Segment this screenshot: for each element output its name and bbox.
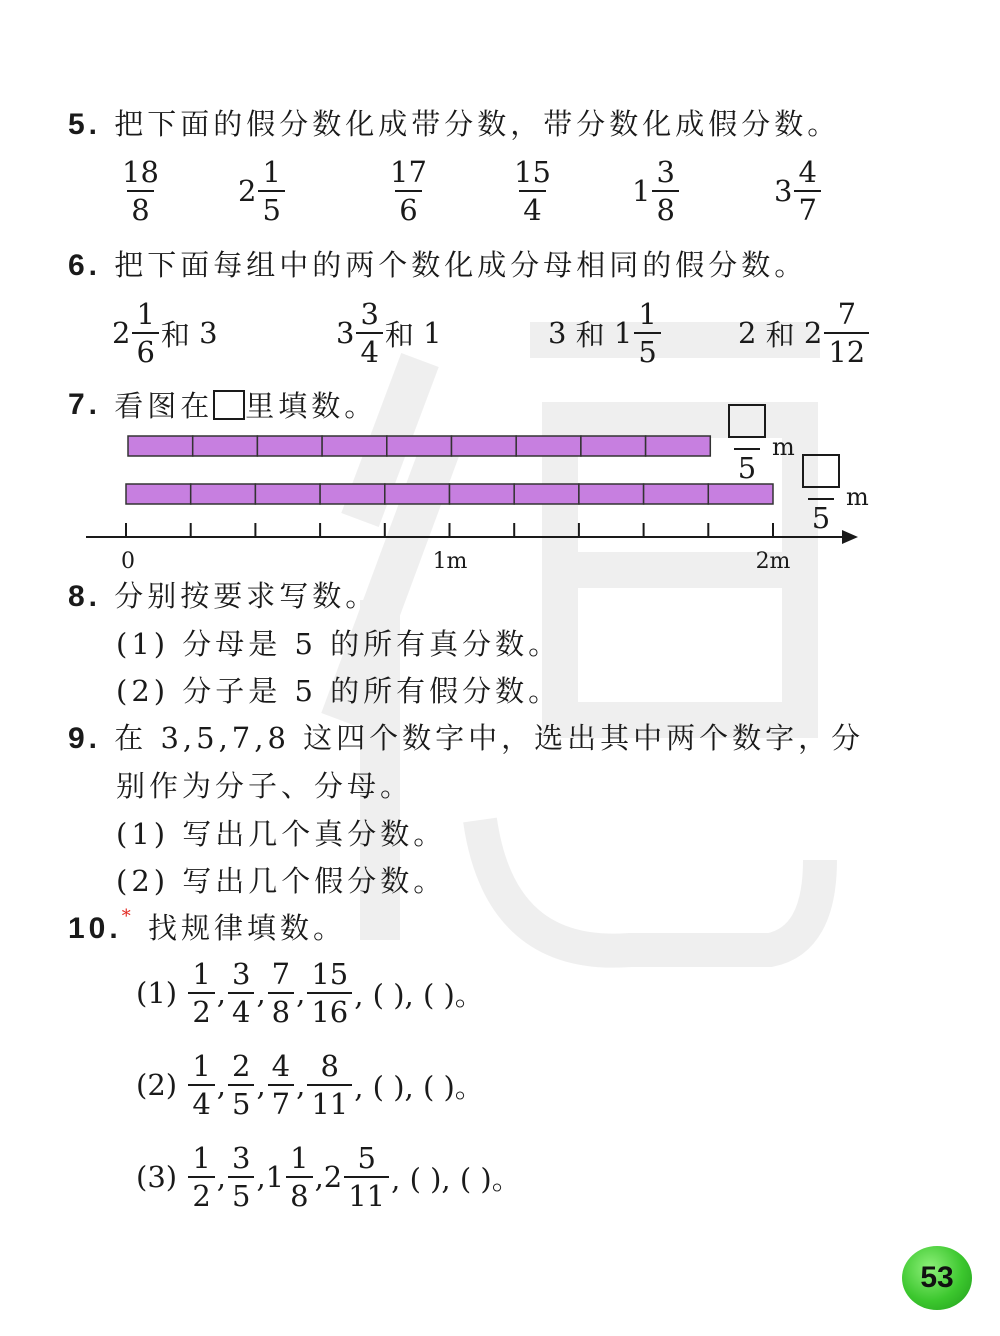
bar-segment xyxy=(579,484,644,504)
mixed-whole: 1 xyxy=(613,316,633,350)
answer-box[interactable] xyxy=(728,404,766,438)
bar-segment xyxy=(193,436,258,456)
q7-title-after: 里填数。 xyxy=(245,389,378,423)
numerator: 3 xyxy=(231,957,251,991)
page-number: 53 xyxy=(920,1261,954,1294)
q7-heading xyxy=(68,384,377,425)
q8-sub-2: (2) 分子是 5 的所有假分数。 xyxy=(116,674,562,708)
numerator: 4 xyxy=(271,1049,291,1083)
mixed-whole: 2 xyxy=(323,1160,343,1194)
mixed-whole: 2 xyxy=(803,316,823,350)
bar-2 xyxy=(126,484,773,504)
q7-answer-1 xyxy=(722,404,795,486)
numerator: 1 xyxy=(638,297,657,331)
q6-heading xyxy=(68,243,807,284)
numerator: 4 xyxy=(798,155,817,189)
row-label: (2) xyxy=(136,1068,178,1102)
numerator: 15 xyxy=(311,957,349,991)
q6-number: 6. xyxy=(68,249,102,282)
fraction xyxy=(386,154,431,228)
fraction xyxy=(228,956,254,1030)
answer-box[interactable] xyxy=(802,454,840,488)
bar-segment xyxy=(322,436,387,456)
bar-segment xyxy=(450,484,515,504)
q6-pair-3 xyxy=(548,296,663,370)
mixed-whole: 1 xyxy=(632,174,651,208)
q9-line-1: 在 3,5,7,8 这四个数字中，选出其中两个数字，分 xyxy=(114,721,865,755)
denominator: 16 xyxy=(307,992,352,1030)
fraction xyxy=(634,296,660,370)
denominator: 5 xyxy=(228,1084,254,1122)
q6-pair-1 xyxy=(112,296,218,370)
bar-segment xyxy=(514,484,579,504)
q5-item xyxy=(774,154,823,228)
denominator: 4 xyxy=(356,332,382,370)
q9-number: 9. xyxy=(68,722,102,755)
numerator: 1 xyxy=(136,297,155,331)
unit-label: m xyxy=(846,483,869,511)
bar-segment xyxy=(257,436,322,456)
fraction xyxy=(356,296,382,370)
star-mark: * xyxy=(121,906,135,927)
fraction xyxy=(118,154,163,228)
q9-sub-1: (1) 写出几个真分数。 xyxy=(116,817,447,851)
numerator: 17 xyxy=(390,155,427,189)
fraction xyxy=(228,1048,254,1122)
fraction xyxy=(228,1140,254,1214)
row-label: (1) xyxy=(136,976,178,1010)
q5-item xyxy=(116,154,165,228)
mixed-whole: 3 xyxy=(774,174,793,208)
denominator: 5 xyxy=(258,190,284,228)
numerator: 3 xyxy=(231,1141,251,1175)
q10-row xyxy=(136,956,484,1030)
denominator: 12 xyxy=(824,332,869,370)
q10-title: 找规律填数。 xyxy=(147,911,346,945)
numerator: 1 xyxy=(192,957,211,991)
q6-pair-2 xyxy=(336,296,442,370)
q5-item xyxy=(508,154,557,228)
q10-number: 10. xyxy=(68,912,122,945)
bar-1 xyxy=(128,436,710,456)
bar-segment xyxy=(387,436,452,456)
comma: , xyxy=(216,1160,226,1194)
comma: , xyxy=(216,976,226,1010)
denominator: 2 xyxy=(188,1176,214,1214)
q5-title: 把下面的假分数化成带分数，带分数化成假分数。 xyxy=(114,107,841,141)
fraction xyxy=(188,956,214,1030)
axis-label: 0 xyxy=(121,549,135,574)
denominator: 11 xyxy=(344,1176,389,1214)
q8-number: 8. xyxy=(68,580,102,613)
fraction xyxy=(794,154,820,228)
denominator: 7 xyxy=(794,190,820,228)
bar-segment xyxy=(191,484,256,504)
fraction xyxy=(268,1048,294,1122)
q5-item xyxy=(632,154,681,228)
fraction xyxy=(824,296,869,370)
bar-segment xyxy=(452,436,517,456)
and-word: 和 xyxy=(160,317,190,352)
q7-number: 7. xyxy=(68,387,102,421)
numerator: 3 xyxy=(360,297,379,331)
answer-blanks[interactable]: , ( ), ( )。 xyxy=(391,1161,521,1196)
q5-number: 5. xyxy=(68,108,102,141)
comma: , xyxy=(296,1068,306,1102)
fraction xyxy=(268,956,294,1030)
fraction xyxy=(652,154,678,228)
whole-number: 2 xyxy=(738,316,757,350)
bar-segment xyxy=(644,484,709,504)
q6-title: 把下面每组中的两个数化成分母相同的假分数。 xyxy=(114,248,808,282)
comma: , xyxy=(256,976,266,1010)
bar-segment xyxy=(255,484,320,504)
numerator: 7 xyxy=(271,957,291,991)
q7-title-before: 看图在 xyxy=(114,389,214,423)
bar-segment xyxy=(708,484,773,504)
bar-segment xyxy=(516,436,581,456)
q9-line-2: 别作为分子、分母。 xyxy=(116,769,414,803)
answer-box[interactable] xyxy=(213,390,245,420)
whole-number: 3 xyxy=(199,316,218,350)
numerator: 2 xyxy=(231,1049,251,1083)
denominator: 5 xyxy=(228,1176,254,1214)
numerator: 7 xyxy=(837,297,857,331)
fraction xyxy=(307,1048,352,1122)
bar-segment xyxy=(581,436,646,456)
comma: , xyxy=(256,1068,266,1102)
q7-answer-2 xyxy=(796,454,869,536)
fraction xyxy=(307,956,352,1030)
whole-number: 3 xyxy=(548,316,567,350)
denominator: 8 xyxy=(268,992,294,1030)
comma: , xyxy=(314,1160,324,1194)
fraction xyxy=(132,296,158,370)
mixed-whole: 1 xyxy=(265,1160,285,1194)
q5-item xyxy=(384,154,433,228)
q10-heading xyxy=(68,906,346,947)
bar-segment xyxy=(646,436,711,456)
denominator: 8 xyxy=(127,190,153,228)
q8-sub-1: (1) 分母是 5 的所有真分数。 xyxy=(116,627,562,661)
numerator: 15 xyxy=(514,155,551,189)
denominator: 8 xyxy=(652,190,678,228)
numerator: 5 xyxy=(357,1141,376,1175)
numerator: 18 xyxy=(122,155,159,189)
comma: , xyxy=(216,1068,226,1102)
denominator: 4 xyxy=(188,1084,214,1122)
denominator: 11 xyxy=(307,1084,352,1122)
axis-label: 1m xyxy=(432,549,468,574)
numerator: 1 xyxy=(290,1141,309,1175)
q8-heading xyxy=(68,574,378,615)
q10-row xyxy=(136,1048,484,1122)
fraction xyxy=(344,1140,389,1214)
denominator: 5 xyxy=(734,448,760,486)
bar-segment xyxy=(385,484,450,504)
and-word: 和 xyxy=(575,317,605,352)
bar-segment xyxy=(126,484,191,504)
fraction xyxy=(286,1140,312,1214)
denominator: 6 xyxy=(395,190,421,228)
denominator: 5 xyxy=(634,332,660,370)
and-word: 和 xyxy=(765,317,795,352)
number-line xyxy=(86,523,858,574)
mixed-whole: 3 xyxy=(336,316,355,350)
fraction xyxy=(510,154,555,228)
axis-label: 2m xyxy=(755,549,791,574)
numerator: 3 xyxy=(656,155,675,189)
whole-number: 1 xyxy=(423,316,442,350)
denominator: 5 xyxy=(808,498,834,536)
comma: , xyxy=(296,976,306,1010)
q9-heading xyxy=(68,716,864,757)
answer-blanks[interactable]: , ( ), ( )。 xyxy=(354,977,484,1012)
comma: , xyxy=(256,1160,266,1194)
denominator: 2 xyxy=(188,992,214,1030)
q6-pair-4 xyxy=(738,296,871,370)
denominator: 8 xyxy=(286,1176,312,1214)
and-word: 和 xyxy=(384,317,414,352)
fraction xyxy=(258,154,284,228)
mixed-whole: 2 xyxy=(238,174,257,208)
numerator: 1 xyxy=(192,1049,211,1083)
page-number-badge xyxy=(902,1246,972,1310)
q9-sub-2: (2) 写出几个假分数。 xyxy=(116,864,447,898)
q10-row xyxy=(136,1140,521,1214)
numerator: 1 xyxy=(192,1141,211,1175)
answer-blanks[interactable]: , ( ), ( )。 xyxy=(354,1069,484,1104)
denominator: 7 xyxy=(268,1084,294,1122)
numerator: 1 xyxy=(262,155,281,189)
fraction xyxy=(724,404,770,486)
q5-item xyxy=(238,154,287,228)
unit-label: m xyxy=(772,433,795,461)
denominator: 4 xyxy=(228,992,254,1030)
row-label: (3) xyxy=(136,1160,178,1194)
mixed-whole: 2 xyxy=(112,316,131,350)
bar-segment xyxy=(320,484,385,504)
denominator: 6 xyxy=(132,332,158,370)
q5-heading xyxy=(68,102,840,143)
bar-segment xyxy=(128,436,193,456)
fraction xyxy=(188,1048,214,1122)
q8-title: 分别按要求写数。 xyxy=(114,579,379,613)
denominator: 4 xyxy=(519,190,545,228)
numerator: 8 xyxy=(320,1049,339,1083)
fraction xyxy=(188,1140,214,1214)
fraction xyxy=(798,454,844,536)
